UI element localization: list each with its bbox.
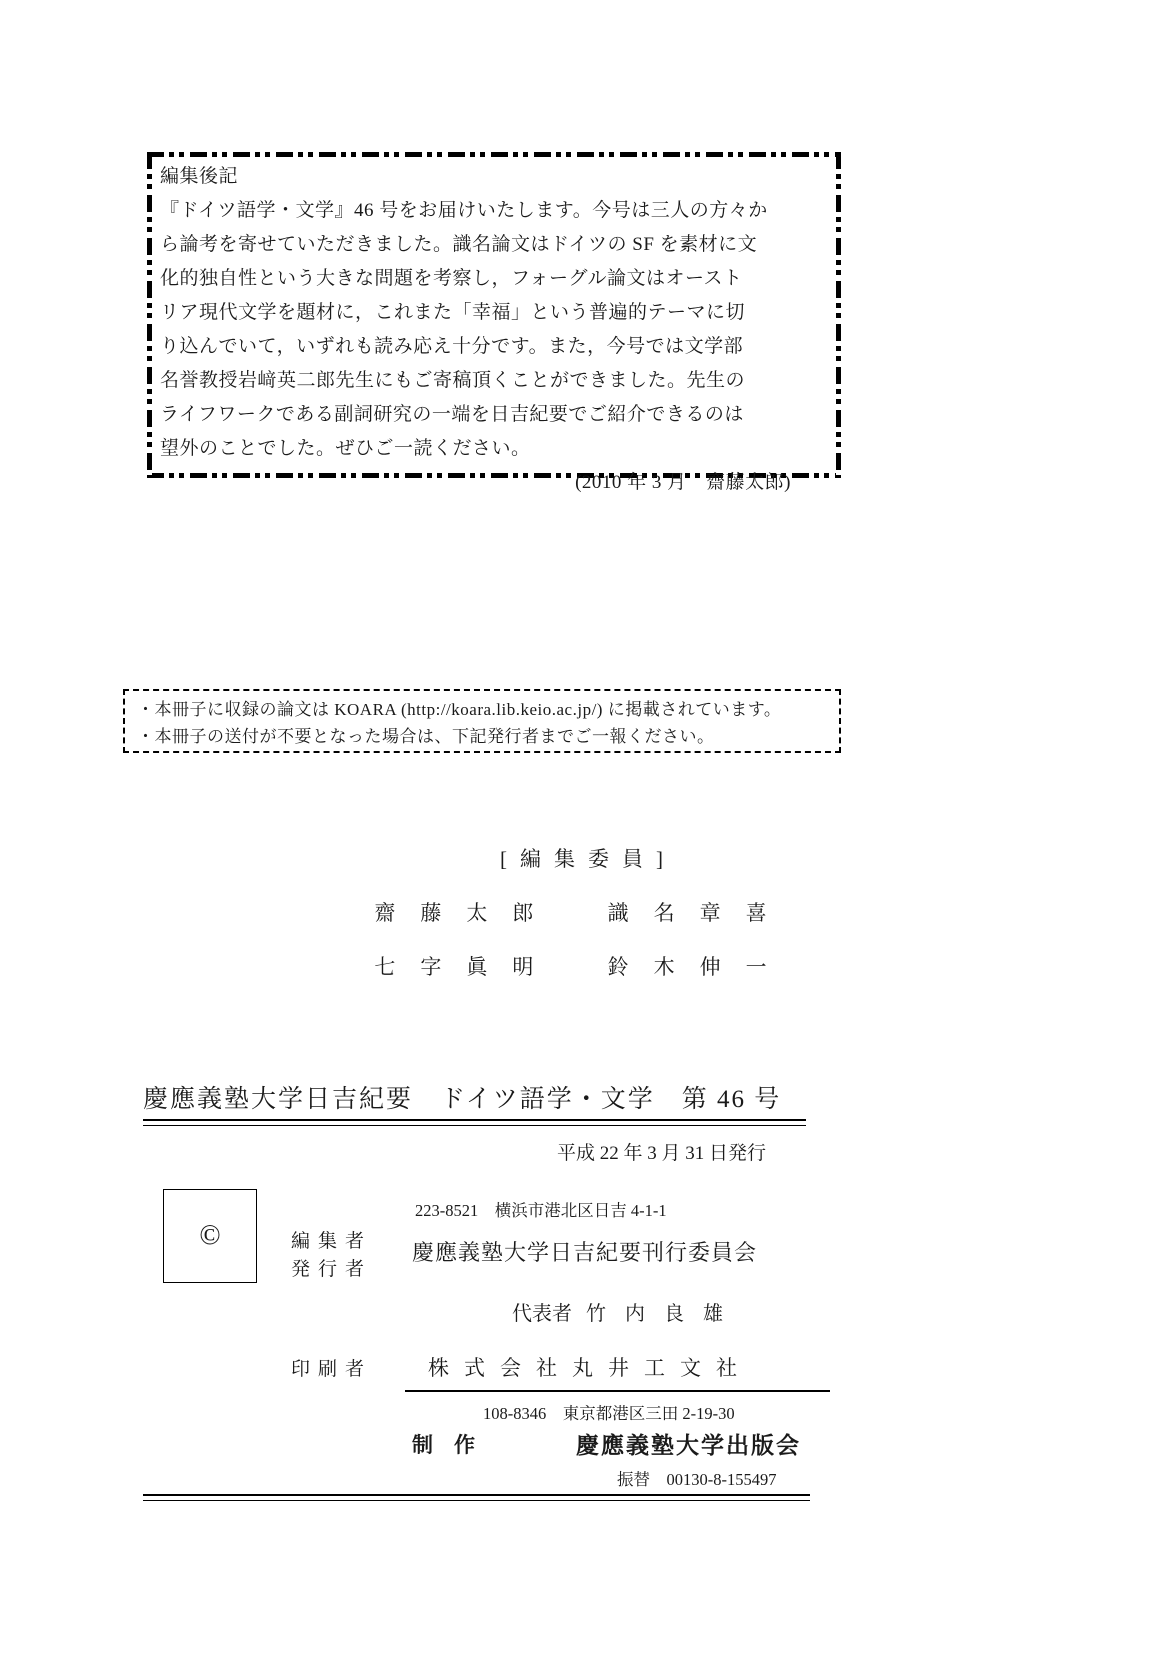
editor-note-line: り込んでいて，いずれも読み応え十分です。また，今号では文学部 — [160, 336, 744, 357]
editor-note-line: ライフワークである副詞研究の一端を日吉紀要でご紹介できるのは — [160, 404, 744, 425]
editor-note-box — [147, 152, 841, 493]
committee-member: 七字眞明 — [374, 955, 559, 979]
publisher-name: 慶應義塾大学日吉紀要刊行委員会 — [412, 1240, 758, 1265]
editor-publisher-label — [291, 1228, 372, 1284]
box-border-left — [147, 152, 152, 478]
title-double-rule — [143, 1119, 806, 1126]
committee-member: 齋藤太郎 — [374, 901, 559, 925]
editor-note-signature: (2010 年 3 月 齋藤太郎) — [575, 472, 791, 493]
notice-line-delivery: ・本冊子の送付が不要となった場合は、下記発行者までご一報ください。 — [137, 727, 715, 746]
editor-note-content — [160, 160, 831, 500]
box-border-right — [836, 152, 841, 478]
representative-name: 竹内良雄 — [586, 1303, 742, 1325]
journal-title: 慶應義塾大学日吉紀要 ドイツ語学・文学 第 46 号 — [143, 1086, 782, 1113]
editor-note-title: 編集後記 — [160, 166, 239, 187]
committee-row — [0, 897, 1166, 927]
committee-member: 識名章喜 — [607, 901, 792, 925]
committee-heading: [編集委員] — [500, 847, 676, 871]
postal-transfer: 振替 00130-8-155497 — [617, 1470, 777, 1489]
editor-label: 編集者 — [291, 1231, 373, 1252]
bottom-double-rule — [143, 1494, 810, 1501]
committee-row — [0, 951, 1166, 981]
printer-address: 108-8346 東京都港区三田 2-19-30 — [483, 1404, 735, 1423]
representative-label: 代表者 — [512, 1303, 572, 1325]
copyright-icon: © — [199, 1220, 221, 1251]
notice-line-koara: ・本冊子に収録の論文は KOARA (http://koara.lib.keio.ac.jp/) に掲載されています。 — [137, 700, 782, 719]
production-label: 制 作 — [412, 1433, 475, 1457]
production-name: 慶應義塾大学出版会 — [576, 1433, 801, 1458]
publisher-label: 発行者 — [291, 1259, 373, 1280]
editorial-committee — [0, 843, 1166, 981]
representative-line — [512, 1297, 742, 1326]
editor-note-line: ら論考を寄せていただきました。識名論文はドイツの SF を素材に文 — [160, 234, 758, 255]
editor-note-line: 望外のことでした。ぜひご一読ください。 — [160, 438, 531, 459]
printer-name: 株式会社丸井工文社 — [428, 1356, 752, 1380]
copyright-box — [163, 1189, 257, 1283]
editor-note-line: リア現代文学を題材に，これまた「幸福」という普遍的テーマに切 — [160, 302, 746, 323]
committee-member: 鈴木伸一 — [607, 955, 792, 979]
publish-date: 平成 22 年 3 月 31 日発行 — [556, 1143, 766, 1164]
publisher-address: 223-8521 横浜市港北区日吉 4-1-1 — [415, 1201, 667, 1220]
notice-box — [123, 689, 841, 753]
printer-label: 印刷者 — [291, 1359, 373, 1380]
editor-note-line: 『ドイツ語学・文学』46 号をお届けいたします。今号は三人の方々か — [160, 200, 768, 221]
editor-note-line: 名誉教授岩﨑英二郎先生にもご寄稿頂くことができました。先生の — [160, 370, 746, 391]
box-border-top — [147, 152, 841, 157]
printer-underline — [405, 1390, 830, 1392]
editor-note-line: 化的独自性という大きな問題を考察し，フォーグル論文はオースト — [160, 268, 743, 289]
